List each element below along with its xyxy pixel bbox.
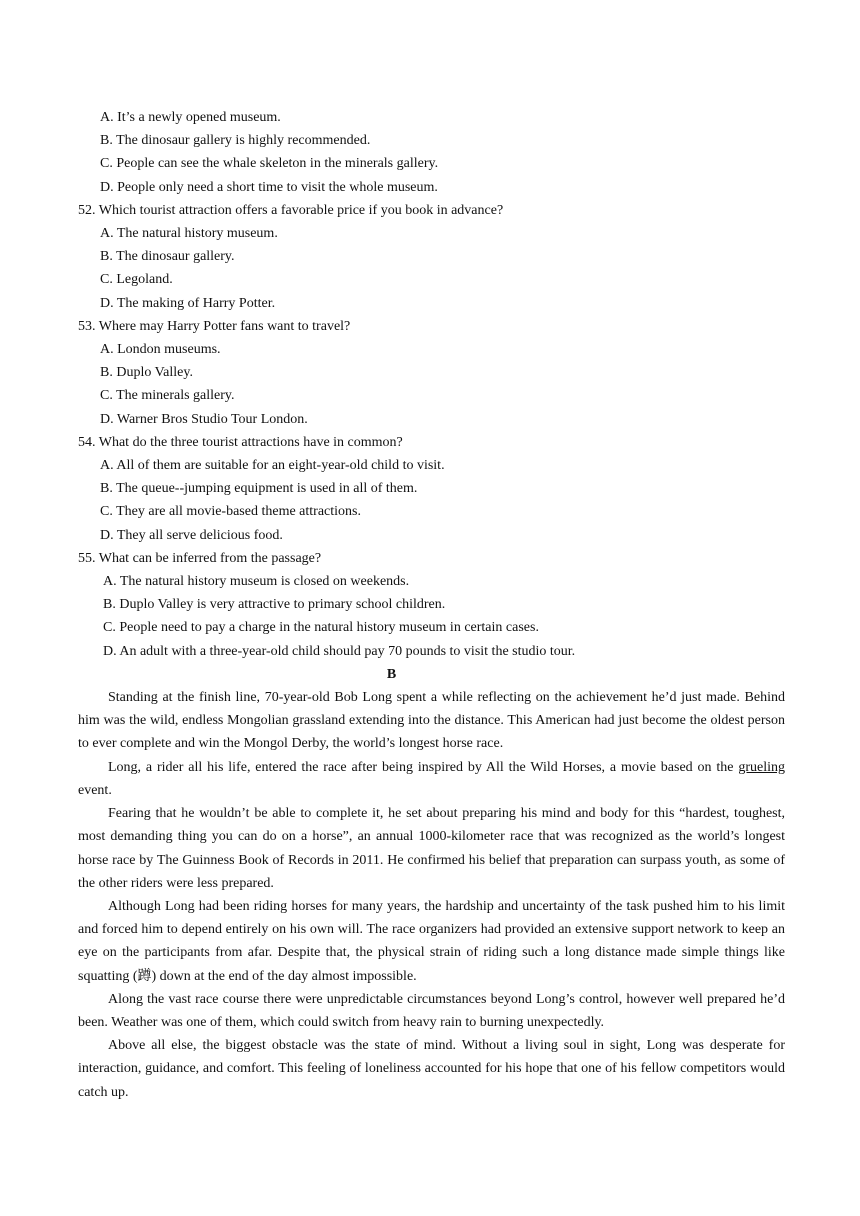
question-text: 55. What can be inferred from the passage? xyxy=(78,550,322,566)
question-54 xyxy=(78,431,785,547)
option: A. The natural history museum is closed on weekends. xyxy=(103,574,410,590)
option: C. People need to pay a charge in the natural history museum in certain cases. xyxy=(103,620,539,636)
question-51-options xyxy=(78,106,785,199)
option: B. The queue--jumping equipment is used in all of them. xyxy=(100,481,418,497)
option: A. The natural history museum. xyxy=(100,226,278,242)
question-53 xyxy=(78,315,785,431)
option: C. People can see the whale skeleton in the minerals gallery. xyxy=(100,156,439,172)
option: B. The dinosaur gallery. xyxy=(100,249,235,265)
section-heading: B xyxy=(386,666,397,682)
question-text: 53. Where may Harry Potter fans want to travel? xyxy=(78,318,351,334)
option: D. They all serve delicious food. xyxy=(100,527,283,543)
option: D. Warner Bros Studio Tour London. xyxy=(100,411,308,427)
passage-b xyxy=(78,686,785,1104)
option: A. London museums. xyxy=(100,342,221,358)
paragraph xyxy=(78,756,785,802)
paragraph: Above all else, the biggest obstacle was the state of mind. Without a living soul in sight, Long was desperate for interaction, guidance, and comfort. This feeling of loneliness accounted for his hope that one of his fellow competitors would catch up. xyxy=(78,1038,785,1100)
paragraph: Although Long had been riding horses for many years, the hardship and uncertainty of the task pushed him to his limit and forced him to depend entirely on his own will. The race organizers had provided an extensive support network to keep an eye on the participants from afar. Despite that, the physical strain of riding such a long distance made simple things like squatting (蹲) down at the end of the day almost impossible. xyxy=(78,898,785,984)
question-55 xyxy=(78,547,785,663)
paragraph-text: Long, a rider all his life, entered the race after being inspired by All the Wild Horses, a movie based on the xyxy=(108,759,739,775)
option: B. Duplo Valley is very attractive to primary school children. xyxy=(103,597,446,613)
paragraph-text: event. xyxy=(78,782,112,798)
option: C. Legoland. xyxy=(100,272,173,288)
option: A. It’s a newly opened museum. xyxy=(100,110,281,125)
paragraph: Standing at the finish line, 70-year-old Bob Long spent a while reflecting on the achievement he’d just made. Behind him was the wild, endless Mongolian grassland extending into the distance. This American had just become the oldest person to ever complete and win the Mongol Derby, the world’s longest horse race. xyxy=(78,690,785,752)
option: B. The dinosaur gallery is highly recommended. xyxy=(100,133,371,149)
underlined-word: grueling xyxy=(738,759,785,775)
option: C. They are all movie-based theme attractions. xyxy=(100,504,361,520)
question-text: 54. What do the three tourist attractions have in common? xyxy=(78,434,403,450)
option: A. All of them are suitable for an eight-year-old child to visit. xyxy=(100,458,445,474)
paragraph: Fearing that he wouldn’t be able to complete it, he set about preparing his mind and body for this “hardest, toughest, most demanding thing you can do on a horse”, an annual 1000-kilometer race that was recognized as the world’s longest horse race by The Guinness Book of Records in 2011. He confirmed his belief that preparation can surpass youth, as some of the other riders were less prepared. xyxy=(78,806,785,891)
option: B. Duplo Valley. xyxy=(100,365,193,381)
option: D. An adult with a three-year-old child should pay 70 pounds to visit the studio tour. xyxy=(103,643,576,659)
option: C. The minerals gallery. xyxy=(100,388,235,404)
question-52 xyxy=(78,199,785,315)
document-page xyxy=(78,106,785,1104)
paragraph: Along the vast race course there were unpredictable circumstances beyond Long’s control, however well prepared he’d been. Weather was one of them, which could switch from heavy rain to burning unexpectedly. xyxy=(78,991,785,1030)
option: D. The making of Harry Potter. xyxy=(100,295,276,311)
option: D. People only need a short time to visit the whole museum. xyxy=(100,179,438,195)
question-text: 52. Which tourist attraction offers a favorable price if you book in advance? xyxy=(78,202,504,218)
